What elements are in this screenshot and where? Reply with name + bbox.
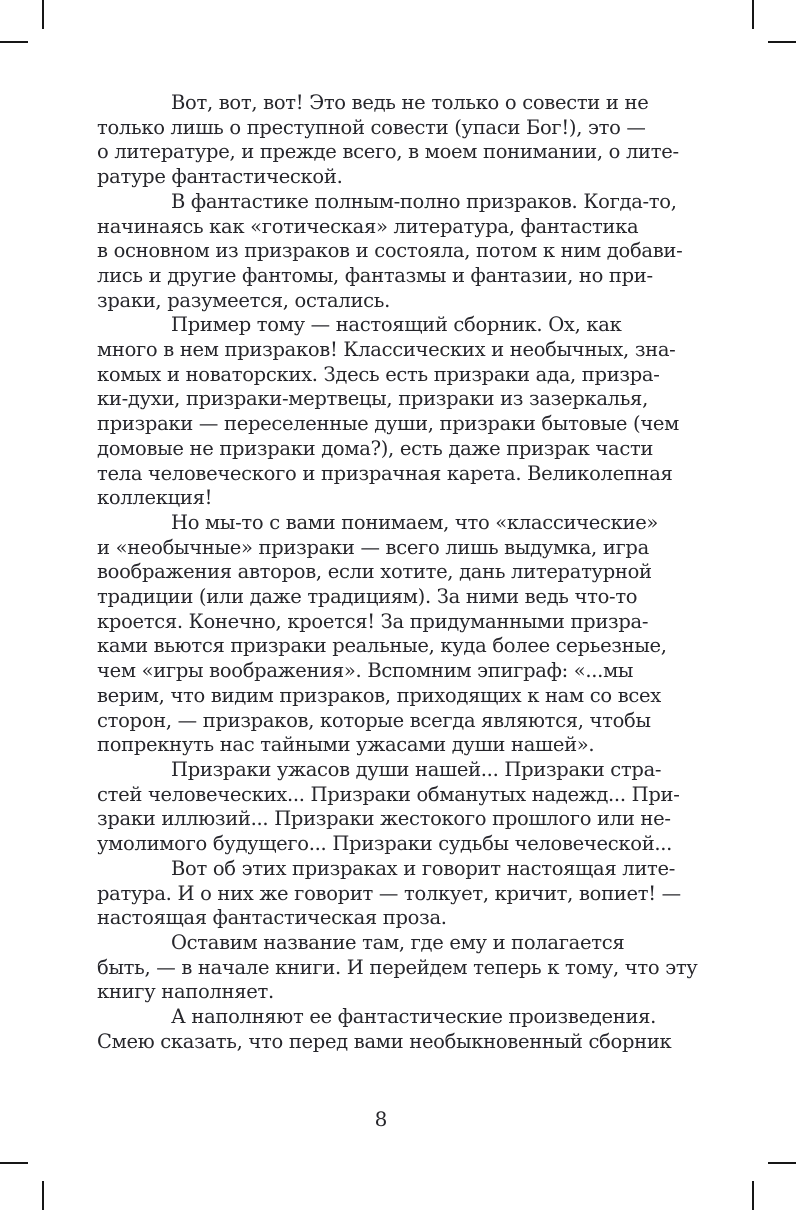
- text-line: Но мы-то с вами понимаем, что «классические»: [171, 510, 659, 534]
- text-line: Призраки ужасов души нашей... Призраки стра-: [171, 757, 662, 781]
- paragraph: [97, 757, 680, 857]
- paragraph: [97, 189, 683, 314]
- text-line: быть, — в начале книги. И перейдем теперь к тому, что эту: [97, 955, 698, 979]
- paragraph: [97, 511, 665, 758]
- text-line: призраки — переселенные души, призраки бытовые (чем: [97, 412, 680, 436]
- text-line: умолимого будущего... Призраки судьбы человеческой...: [97, 832, 673, 856]
- text-line: Оставим название там, где ему и полагается: [171, 930, 625, 954]
- text-line: ратуре фантастической.: [97, 165, 343, 189]
- text-line: Вот, вот, вот! Это ведь не только о совести и не: [171, 91, 649, 114]
- crop-mark-bottom-right-horizontal: [768, 1162, 796, 1164]
- text-line: стей человеческих... Призраки обманутых надежд... При-: [97, 782, 680, 806]
- text-line: только лишь о преступной совести (упаси Бог!), это —: [97, 115, 646, 139]
- text-line: начинаясь как «готическая» литература, фантастика: [97, 214, 639, 238]
- text-line: о литературе, и прежде всего, в моем понимании, о лите-: [97, 140, 679, 164]
- paragraph: [97, 930, 698, 1005]
- text-line: зраки иллюзий... Призраки жестокого прошлого или не-: [97, 807, 671, 831]
- crop-mark-top-right-vertical: [752, 0, 754, 29]
- text-line: сторон, — призраков, которые всегда являются, чтобы: [97, 708, 651, 732]
- text-line: воображения авторов, если хотите, дань литературной: [97, 560, 652, 584]
- text-line: Пример тому — настоящий сборник. Ох, как: [171, 313, 622, 337]
- crop-mark-top-left-horizontal: [0, 41, 28, 43]
- text-line: традиции (или даже традициям). За ними ведь что-то: [97, 585, 638, 609]
- text-line: А наполняют ее фантастические произведения.: [171, 1005, 657, 1029]
- text-line: В фантастике полным-полно призраков. Когда-то,: [171, 189, 677, 213]
- crop-mark-bottom-right-vertical: [752, 1181, 754, 1210]
- text-line: и «необычные» призраки — всего лишь выдумка, игра: [97, 535, 649, 559]
- text-line: в основном из призраков и состояла, потом к ним добави-: [97, 239, 683, 263]
- text-line: зраки, разумеется, остались.: [97, 288, 390, 312]
- text-line: лись и другие фантомы, фантазмы и фантазии, но при-: [97, 263, 653, 287]
- page-text: [97, 91, 698, 1054]
- text-line: книгу наполняет.: [97, 980, 274, 1004]
- paragraph: [97, 856, 681, 931]
- crop-mark-top-left-vertical: [42, 0, 44, 29]
- text-line: Смею сказать, что перед вами необыкновенный сборник: [97, 1029, 672, 1053]
- text-line: комых и новаторских. Здесь есть призраки ада, призра-: [97, 362, 660, 386]
- text-line: много в нем призраков! Классических и необычных, зна-: [97, 338, 676, 362]
- text-line: ратура. И о них же говорит — толкует, кричит, вопиет! —: [97, 881, 681, 905]
- text-line: Вот об этих призраках и говорит настоящая лите-: [171, 856, 676, 880]
- crop-mark-top-right-horizontal: [768, 41, 796, 43]
- text-line: кроется. Конечно, кроется! За придуманными призра-: [97, 609, 649, 633]
- text-line: ками вьются призраки реальные, куда более серьезные,: [97, 634, 667, 658]
- text-line: попрекнуть нас тайными ужасами души нашей».: [97, 733, 595, 757]
- text-line: чем «игры воображения». Вспомним эпиграф: «...мы: [97, 659, 634, 683]
- text-line: ки-духи, призраки-мертвецы, призраки из зазеркалья,: [97, 387, 648, 411]
- crop-mark-bottom-left-vertical: [42, 1181, 44, 1210]
- page-number: 8: [374, 1107, 388, 1131]
- text-line: настоящая фантастическая проза.: [97, 906, 447, 930]
- text-line: коллекция!: [97, 486, 213, 510]
- crop-mark-bottom-left-horizontal: [0, 1162, 28, 1164]
- text-line: верим, что видим призраков, приходящих к нам со всех: [97, 683, 661, 707]
- text-line: домовые не призраки дома?), есть даже призрак части: [97, 436, 654, 460]
- text-line: тела человеческого и призрачная карета. Великолепная: [97, 461, 673, 485]
- paragraph: [97, 91, 679, 190]
- paragraph: [97, 1005, 672, 1054]
- paragraph: [97, 313, 680, 511]
